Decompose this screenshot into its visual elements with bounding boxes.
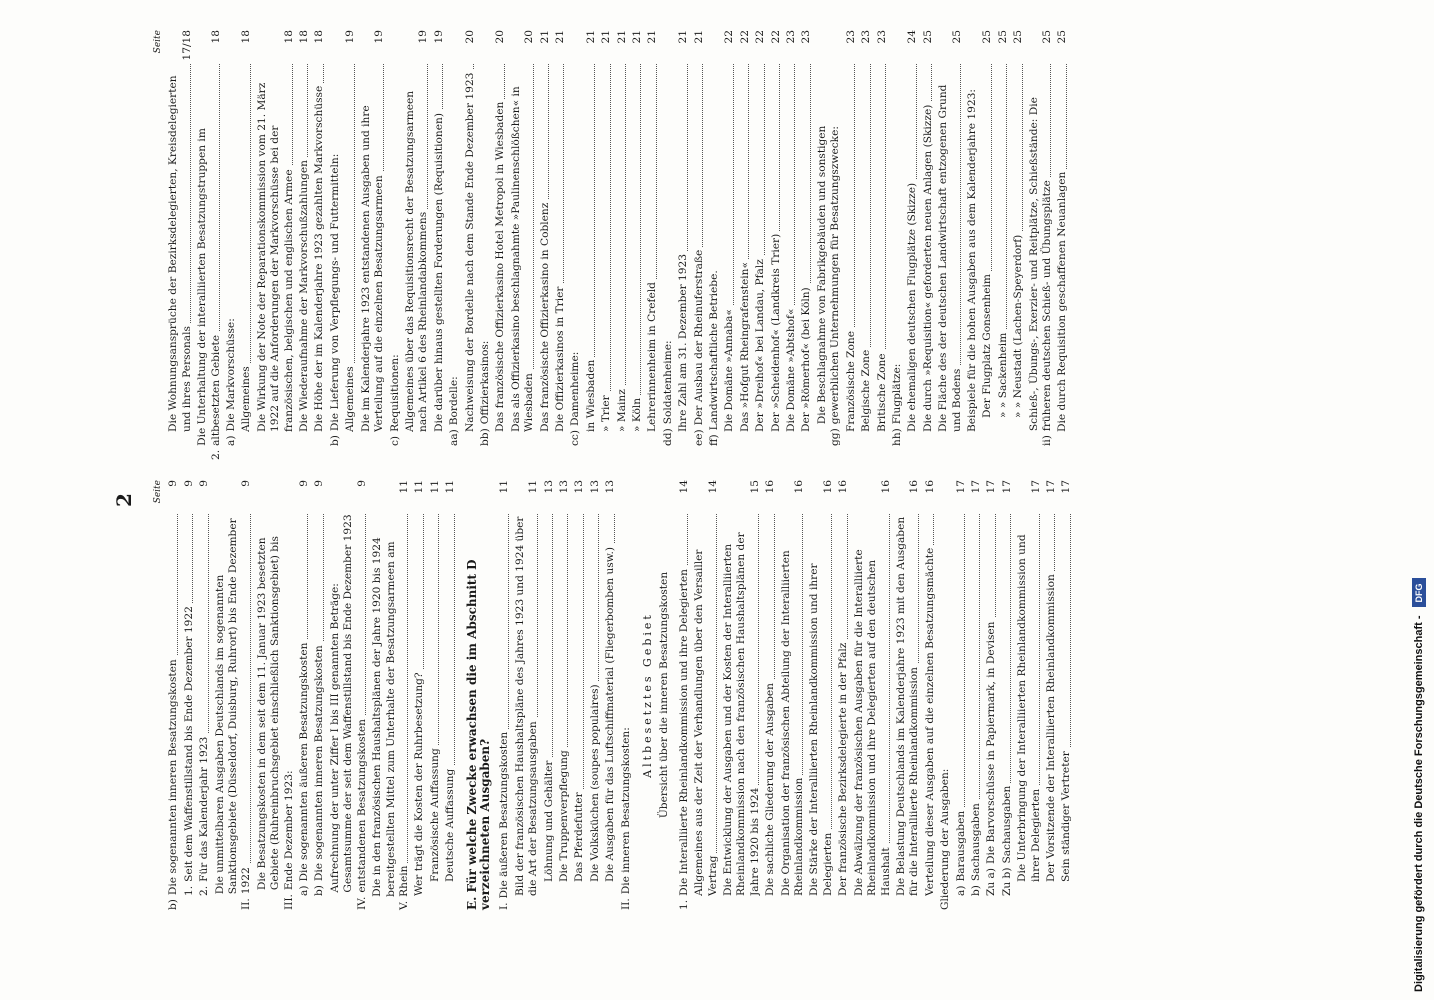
altbesetztes-subheading: Übersicht über die inneren Besatzungskosten — [658, 571, 671, 819]
toc-entry-title: Die Unterbringung der Interalliierten Rheinlandkommission und ihrer Delegierten — [1016, 534, 1042, 882]
toc-entry-page: 18 — [282, 30, 295, 44]
toc-entry-title: Die im Kalenderjahre 1923 entstandenen Ausgaben und ihre Verteilung auf die einzelnen Besatzungsarmeen — [359, 105, 386, 432]
seite-label-right: Seite — [153, 30, 163, 54]
toc-entry-page: 11 — [428, 480, 441, 494]
toc-entry-page: 13 — [542, 480, 555, 494]
toc-entry — [891, 30, 904, 460]
toc-entry-title: Die durch Requisition geschaffenen Neuanlagen — [1056, 169, 1068, 432]
toc-entry — [1001, 480, 1014, 910]
toc-entry-title: Flugplätze: — [891, 361, 903, 425]
toc-entry-page: 11 — [444, 480, 457, 494]
toc-entry-title: Die Offizierkasinos in Trier — [554, 284, 566, 432]
toc-entry-title: Bordelle: — [448, 373, 460, 425]
toc-entry-page: 18 — [240, 30, 253, 44]
toc-entry — [981, 30, 994, 460]
toc-entry-number: b) — [328, 435, 341, 446]
toc-entry — [678, 480, 691, 910]
toc-entry — [589, 480, 602, 910]
toc-entry — [970, 480, 983, 910]
toc-entry-title: Die Interalliierte Rheinlandkommission und ihre Delegierten — [678, 566, 690, 896]
toc-entry-page: 20 — [494, 30, 507, 44]
toc-entry-page: 16 — [764, 480, 777, 494]
toc-entry-title: Die in den französischen Haushaltsplänen der Jahre 1920 bis 1924 bereitgestellten Mittel zum Unterhalte der Besatzungsarmeen am Rhein — [371, 537, 410, 897]
toc-entry-title: Die darüber hinaus gestellten Forderungen (Requisitionen) — [433, 110, 445, 432]
altbesetztes-entries — [678, 480, 937, 910]
toc-entry-page: 20 — [463, 30, 476, 44]
toc-entry-page: 22 — [769, 30, 782, 44]
toc-entry-page: 16 — [908, 480, 921, 494]
toc-entry-title: Soldatenheime: — [662, 337, 674, 424]
toc-entry-number: II. — [240, 898, 253, 910]
toc-entry-title: Sein ständiger Vertreter — [1060, 748, 1072, 882]
toc-entry-title: Das französische Offizierkasino in Coblenz — [539, 200, 551, 432]
toc-entry-title: Bild der französischen Haushaltspläne des Jahres 1923 und 1924 über die Art der Besatzungsausgaben — [513, 516, 540, 896]
toc-entry-number: ff) — [708, 434, 721, 446]
toc-entry — [329, 30, 342, 460]
toc-entry — [739, 30, 752, 460]
toc-entry — [754, 30, 767, 460]
toc-entry-title: Die Wiederaufnahme der Markvorschußzahlungen — [298, 157, 310, 432]
toc-entry-title: Das als Offizierkasino beschlagnahmte »Paulinenschlößchen« in Wiesbaden — [509, 86, 536, 432]
toc-entry-title: Die Organisation der französischen Abteilung der Interalliierten Rheinlandkommission — [779, 550, 806, 896]
toc-entry-number: 1. — [677, 899, 690, 910]
toc-entry-number: Zu b) — [1000, 867, 1013, 896]
toc-entry-title: Der Ausbau der Rheinuferstraße — [693, 247, 705, 426]
toc-entry — [573, 480, 586, 910]
toc-entry-title: Die Volksküchen (soupes populaires) — [589, 681, 601, 882]
toc-entry — [662, 30, 675, 460]
toc-entry-title: Die Höhe der im Kalenderjahre 1923 gezahlten Markvorschüsse — [313, 83, 325, 432]
toc-entry-page: 17 — [1029, 480, 1042, 494]
toc-entry — [240, 30, 253, 460]
toc-entry-page: 19 — [344, 30, 357, 44]
toc-entry-title: Die Wirkung der Note der Reparationskommission vom 21. März 1922 auf die Anforderungen der Markvorschüsse bei der französischen, belgischen und englischen Armee — [255, 82, 295, 432]
toc-entry-title: Beispiele für die hohen Ausgaben aus dem Kalenderjahre 1923: — [966, 86, 978, 432]
toc-entry-page: 25 — [981, 30, 994, 44]
toc-entry — [600, 30, 613, 460]
toc-entry-number: Zu a) — [985, 868, 998, 896]
toc-entry-title: Die Abwälzung der französischen Ausgaben für die Interalliierte Rheinlandkommission und ihre Delegierten auf den deutschen Haushalt — [852, 549, 892, 896]
toc-entry — [922, 30, 935, 460]
toc-entry-page: 9 — [167, 480, 180, 487]
toc-entry-number: a) — [298, 885, 311, 896]
toc-entry-title: Deutsche Auffassung — [444, 766, 456, 882]
toc-entry-page: 19 — [432, 30, 445, 44]
toc-entry-number: a) — [225, 435, 238, 446]
toc-entry — [985, 480, 998, 910]
toc-entry-number: b) — [313, 885, 326, 896]
toc-entry — [585, 30, 598, 460]
toc-entry-title: Allgemeines — [344, 363, 356, 432]
toc-entry-page: 21 — [615, 30, 628, 44]
toc-entry — [543, 480, 556, 910]
toc-entry-title: Der »Scheidenhof« (Landkreis Trier) — [770, 231, 782, 432]
toc-entry-number: III. — [282, 894, 295, 910]
toc-entry — [404, 30, 431, 460]
toc-entry-page: 21 — [553, 30, 566, 44]
toc-entry — [785, 30, 798, 460]
toc-entry-title: Das »Hofgut Rheingrafenstein« — [739, 259, 751, 432]
toc-entry-page: 13 — [557, 480, 570, 494]
toc-entry — [1016, 480, 1043, 910]
toc-entry-title: » Köln — [631, 395, 643, 432]
toc-entry-title: » » Neustadt (Lachen-Speyerdorf) — [1012, 232, 1024, 418]
toc-entry-page: 22 — [754, 30, 767, 44]
toc-entry-page: 13 — [573, 480, 586, 494]
toc-entry — [1028, 30, 1055, 460]
toc-entry-title: Die ehemaligen deutschen Flugplätze (Skizze) — [906, 180, 918, 432]
toc-entry-number: 1. — [182, 885, 195, 896]
toc-entry-page: 21 — [600, 30, 613, 44]
toc-entry — [554, 30, 567, 460]
toc-entry — [494, 30, 507, 460]
toc-entry — [256, 480, 296, 910]
toc-entry-number: V. — [397, 900, 410, 910]
toc-entry-number: ii) — [1040, 435, 1053, 446]
toc-entry-title: Die Besatzungskosten in dem seit dem 11. Januar 1923 besetzten Gebiete (Ruhreinbruchsgebiet einschließlich Sanktionsgebiet) bis Ende Dezember 1923: — [255, 536, 295, 891]
toc-entry — [313, 30, 326, 460]
toc-entry — [569, 30, 582, 460]
toc-entry-page: 23 — [860, 30, 873, 44]
toc-entry-page: 16 — [793, 480, 806, 494]
toc-entry — [1045, 480, 1058, 910]
toc-entry-number: a) — [954, 885, 967, 896]
toc-entry-title: Die sogenannten äußeren Besatzungskosten — [298, 640, 310, 882]
altbesetztes-heading: Altbesetztes Gebiet — [641, 612, 654, 778]
toc-entry — [167, 480, 180, 910]
toc-entry-title: Der »Dreihof« bei Landau, Pfalz — [754, 256, 766, 432]
toc-entry-title: Die Truppenverpflegung — [558, 747, 570, 882]
toc-entry-number: I. — [498, 902, 511, 910]
toc-entry-title: Der Flugplatz Gonsenheim — [981, 271, 993, 418]
toc-entry — [479, 30, 492, 460]
toc-entry — [429, 480, 442, 910]
left-entries — [167, 480, 457, 910]
toc-entry — [764, 480, 777, 910]
toc-entry-page: 15 — [748, 480, 761, 494]
toc-entry — [344, 30, 357, 460]
toc-entry-page: 21 — [692, 30, 705, 44]
toc-entry-page: 16 — [837, 480, 850, 494]
toc-entry-page: 25 — [1056, 30, 1069, 44]
seite-label: Seite — [153, 480, 163, 504]
toc-entry-title: Die sogenannten inneren Besatzungskosten — [313, 642, 325, 881]
toc-entry-number: II. — [619, 898, 632, 910]
toc-entry-title: Die Ausgaben für das Luftschiffmaterial (Fliegerbomben usw.) — [604, 544, 616, 882]
toc-entry-page: 23 — [785, 30, 798, 44]
page-number: 2 — [112, 493, 136, 507]
toc-entry-title: Lehrerinnenheim in Crefeld — [646, 279, 658, 432]
toc-entry-title: Der »Römerhof« (bei Köln) — [800, 284, 812, 432]
toc-entry-title: Die sachliche Gliederung der Ausgaben — [764, 680, 776, 896]
toc-entry-page: 16 — [821, 480, 834, 494]
toc-entry — [298, 30, 311, 460]
toc-entry-title: Offizierkasinos: — [479, 338, 491, 425]
dfg-logo: DFG — [1412, 578, 1426, 607]
toc-entry — [876, 30, 889, 460]
toc-entry-title: Belgische Zone — [860, 347, 872, 432]
toc-entry — [256, 30, 296, 460]
toc-entry — [693, 30, 706, 460]
toc-entry-page: 17 — [1060, 480, 1073, 494]
right-entries — [167, 30, 1069, 460]
gliederung-label: Gliederung der Ausgaben: — [939, 768, 952, 910]
toc-entry — [955, 480, 968, 910]
toc-entry-page: 13 — [604, 480, 617, 494]
toc-entry-title: Nachweisung der Bordelle nach dem Stande Ende Dezember 1923 — [464, 70, 476, 432]
toc-entry — [693, 480, 720, 910]
toc-entry — [770, 30, 783, 460]
toc-entry-number: 2. — [209, 449, 222, 460]
toc-entry-number: 2. — [198, 885, 211, 896]
toc-entry — [604, 480, 617, 910]
toc-entry-page: 23 — [844, 30, 857, 44]
toc-entry — [539, 30, 552, 460]
toc-entry-title: Das Pferdefutter — [573, 789, 585, 882]
toc-entry — [225, 30, 238, 460]
toc-entry-page: 25 — [921, 30, 934, 44]
toc-entry-title: Die sogenannten inneren Besatzungskosten — [167, 656, 179, 895]
toc-entry-page: 14 — [677, 480, 690, 494]
toc-entry-title: Wer trägt die Kosten der Ruhrbesetzung? — [413, 669, 425, 896]
toc-entry — [433, 30, 446, 460]
toc-entry-number: b) — [167, 899, 180, 910]
dfg-sidebar — [1408, 8, 1430, 992]
toc-entry-number: ee) — [692, 429, 705, 446]
toc-entry — [413, 480, 426, 910]
toc-entry-title: Die Domäne »Abtshof« — [785, 306, 797, 432]
toc-entry-title: Allgemeines aus der Zeit der Verhandlungen über den Versailler Vertrag — [693, 549, 719, 896]
toc-entry — [198, 480, 211, 910]
toc-entry-page: 21 — [646, 30, 659, 44]
toc-entry-title: Französische Auffassung — [429, 745, 441, 882]
toc-entry-page: 22 — [723, 30, 736, 44]
toc-entry-title: Schieß-, Übungs-, Exerzier- und Reitplätze, Schießstände: Die früheren deutschen Schieß- und Übungsplätze — [1027, 97, 1053, 432]
toc-entry — [723, 30, 736, 460]
toc-entry-page: 18 — [298, 30, 311, 44]
toc-entry — [313, 480, 326, 910]
toc-entry — [514, 480, 541, 910]
section-e-heading: E. Für welche Zwecke erwachsen die im Abschnitt D verzeichneten Ausgaben? — [464, 559, 492, 910]
toc-entry-title: Französische Zone — [845, 328, 857, 432]
toc-entry-page: 9 — [198, 480, 211, 487]
toc-entry-title: Ihre Zahl am 31. Dezember 1923 — [677, 251, 689, 432]
toc-entry-number: c) — [388, 435, 401, 446]
toc-entry — [448, 30, 461, 460]
toc-entry-title: Die Belastung Deutschlands im Kalenderjahre 1923 mit den Ausgaben für die Interalliierte Rheinlandkommission — [894, 516, 921, 896]
toc-entry-page: 23 — [800, 30, 813, 44]
toc-entry — [646, 30, 659, 460]
toc-entry — [371, 480, 411, 910]
toc-entry-page: 21 — [677, 30, 690, 44]
toc-entry-title: Die inneren Besatzungskosten: — [620, 724, 632, 894]
gliederung-entries — [955, 480, 1074, 910]
toc-entry-page: 25 — [1012, 30, 1025, 44]
toc-entry — [780, 480, 807, 910]
toc-entry-number: IV. — [355, 896, 368, 910]
toc-entry-title: Allgemeines — [240, 363, 252, 432]
toc-entry-title: » Trier — [600, 392, 612, 432]
toc-entry — [298, 480, 311, 910]
right-column — [152, 30, 1072, 460]
toc-entry-page: 25 — [950, 30, 963, 44]
toc-entry — [631, 30, 644, 460]
toc-entry-title: Barausgaben — [955, 808, 967, 882]
toc-entry — [677, 30, 690, 460]
toc-entry-page: 20 — [523, 30, 536, 44]
toc-entry — [845, 30, 858, 460]
dfg-credit-text: Digitalisierung gefördert durch die Deutsche Forschungsgemeinschaft - — [1413, 615, 1425, 992]
section-e-entries — [498, 480, 633, 910]
toc-entry-page: 21 — [631, 30, 643, 44]
toc-entry-page: 17/18 — [180, 30, 193, 61]
toc-entry-page: 16 — [923, 480, 936, 494]
toc-entry-title: » » Sackenheim — [997, 330, 1009, 418]
toc-entry-page: 22 — [738, 30, 751, 44]
toc-entry — [860, 30, 873, 460]
toc-entry-page: 14 — [706, 480, 719, 494]
toc-entry — [464, 30, 477, 460]
toc-entry-title: Die Markvorschüsse: — [225, 315, 237, 431]
toc-entry-title: Löhnung und Gehälter — [543, 758, 555, 883]
toc-entry-page: 19 — [373, 30, 386, 44]
toc-entry-title: Die Entwicklung der Ausgaben und der Kosten der Interalliierten Rheinlandkommission nach den französischen Haushaltsplänen der Jahre 1920 bis 1924 — [722, 532, 761, 896]
toc-entry — [329, 480, 369, 910]
toc-entry — [510, 30, 537, 460]
toc-entry — [620, 480, 633, 910]
toc-entry — [997, 30, 1010, 460]
toc-entry-page: 21 — [538, 30, 551, 44]
toc-entry-page: 19 — [417, 30, 430, 44]
toc-entry-page: 23 — [875, 30, 888, 44]
toc-entry — [966, 30, 979, 460]
toc-entry-title: Sachausgaben — [1001, 783, 1013, 864]
toc-entry-page: 17 — [1044, 480, 1057, 494]
toc-entry — [196, 30, 223, 460]
toc-entry — [800, 30, 813, 460]
toc-entry-title: Die Beschlagnahme von Fabrikgebäuden und sonstigen gewerblichen Unternehmungen für Besatzungszwecke: — [816, 123, 841, 424]
toc-entry — [906, 30, 919, 460]
toc-entry-page: 9 — [182, 480, 195, 487]
toc-entry — [924, 480, 937, 910]
toc-entry-title: Die Barvorschüsse in Papiermark, in Devisen — [985, 618, 997, 864]
toc-entry — [1012, 30, 1025, 460]
toc-entry — [389, 30, 402, 460]
toc-entry-page: 11 — [413, 480, 426, 494]
toc-entry-page: 11 — [527, 480, 540, 494]
toc-entry-page: 21 — [584, 30, 597, 44]
toc-entry-title: Verteilung dieser Ausgaben auf die einzelnen Besatzungsmächte — [924, 545, 936, 896]
toc-entry — [183, 480, 196, 910]
toc-entry-title: Sachausgaben — [970, 800, 982, 881]
toc-entry — [444, 480, 457, 910]
toc-entry — [558, 480, 571, 910]
toc-entry-title: in Wiesbaden — [585, 357, 597, 432]
toc-entry — [360, 30, 387, 460]
toc-entry-title: » Mainz — [616, 386, 628, 432]
toc-entry-title: Die Wohnungsansprüche der Bezirksdelegierten, Kreisdelegierten und ihres Personals — [167, 75, 193, 432]
toc-entry-page: 18 — [209, 30, 222, 44]
toc-entry — [708, 30, 721, 460]
toc-entry-page: 17 — [985, 480, 998, 494]
toc-entry-number: b) — [969, 885, 982, 896]
toc-entry-page: 9 — [355, 480, 368, 487]
toc-entry-title: Der Vorsitzende der Interalliierten Rheinlandkommission — [1045, 571, 1057, 882]
toc-entry-page: 9 — [240, 480, 253, 487]
toc-entry-number: cc) — [569, 430, 582, 446]
toc-entry-page: 9 — [298, 480, 311, 487]
toc-entry-title: Damenheime: — [569, 349, 581, 426]
toc-entry — [214, 480, 254, 910]
toc-entry-page: 17 — [969, 480, 982, 494]
left-column — [152, 480, 1076, 910]
toc-entry-title: Die äußeren Besatzungskosten — [498, 729, 510, 899]
toc-entry-page: 24 — [906, 30, 919, 44]
toc-entry-title: Der französische Bezirksdelegierte in der Pfalz — [837, 640, 849, 896]
toc-entry-title: Landwirtschaftliche Betriebe. — [708, 267, 720, 430]
toc-entry-page: 17 — [1000, 480, 1013, 494]
toc-entry-number: aa) — [448, 429, 461, 446]
toc-entry-title: Die Stärke der Interalliierten Rheinlandkommission und ihrer Delegierten — [808, 563, 834, 896]
toc-entry-number: gg) — [829, 428, 842, 446]
toc-entry-page: 9 — [313, 480, 326, 487]
toc-entry-page: 25 — [1040, 30, 1053, 44]
toc-entry-number: bb) — [478, 428, 491, 446]
toc-entry-title: Die Domäne »Annaba« — [723, 306, 735, 432]
toc-entry-page: 25 — [996, 30, 1009, 44]
toc-entry-page: 11 — [397, 480, 410, 494]
toc-entry-number: dd) — [661, 428, 674, 446]
toc-entry-title: Die durch »Requisition« geforderten neuen Anlagen (Skizze) — [922, 102, 934, 432]
toc-entry — [895, 480, 922, 910]
toc-entry — [1056, 30, 1069, 460]
toc-entry-title: Aufrechnung der unter Ziffer I bis III genannten Beträge: Gesamtsumme der seit dem Waffenstillstand bis Ende Dezember 1923 entstandenen Besatzungskosten — [328, 514, 368, 893]
toc-entry-number: hh) — [890, 428, 903, 446]
toc-entry — [722, 480, 762, 910]
rotated-page-content — [60, 20, 1390, 980]
toc-entry — [853, 480, 893, 910]
toc-entry — [616, 30, 629, 460]
toc-entry-title: Die Unterhaltung der interalliierten Besatzungstruppen im altbesetzten Gebiete — [196, 128, 222, 446]
toc-entry-page: 17 — [954, 480, 967, 494]
toc-entry-page: 11 — [498, 480, 511, 494]
toc-entry-title: Das französische Offizierkasino Hotel Metropol in Wiesbaden — [494, 99, 506, 432]
toc-entry-page: 13 — [588, 480, 601, 494]
toc-entry — [837, 480, 850, 910]
toc-entry-title: Für das Kalenderjahr 1923 — [198, 734, 210, 882]
toc-entry — [167, 30, 194, 460]
toc-entry-title: Requisitionen: — [389, 351, 401, 432]
toc-entry — [808, 480, 835, 910]
toc-entry-title: Die Lieferung von Verpflegungs- und Futtermitteln: — [329, 151, 341, 431]
toc-entry — [1060, 480, 1073, 910]
toc-entry-title: Allgemeines über das Requisitionsrecht der Besatzungsarmeen nach Artikel 6 des Rheinlandabkommens — [403, 90, 430, 432]
toc-entry — [498, 480, 511, 910]
toc-entry-title: Seit dem Waffenstillstand bis Ende Dezember 1922 — [183, 603, 195, 882]
toc-entry-title: Die unmittelbaren Ausgaben Deutschlands im sogenannten Sanktionsgebiete (Düsseldorf, Duisburg, Ruhrort) bis Ende Dezember 1922 — [213, 518, 253, 895]
toc-entry-page: 18 — [313, 30, 326, 44]
toc-entry — [816, 30, 843, 460]
toc-entry — [937, 30, 964, 460]
toc-entry-page: 16 — [879, 480, 892, 494]
toc-entry-title: Die Fläche des der deutschen Landwirtschaft entzogenen Grund und Bodens — [937, 84, 963, 432]
toc-entry-title: Britische Zone — [876, 350, 888, 432]
